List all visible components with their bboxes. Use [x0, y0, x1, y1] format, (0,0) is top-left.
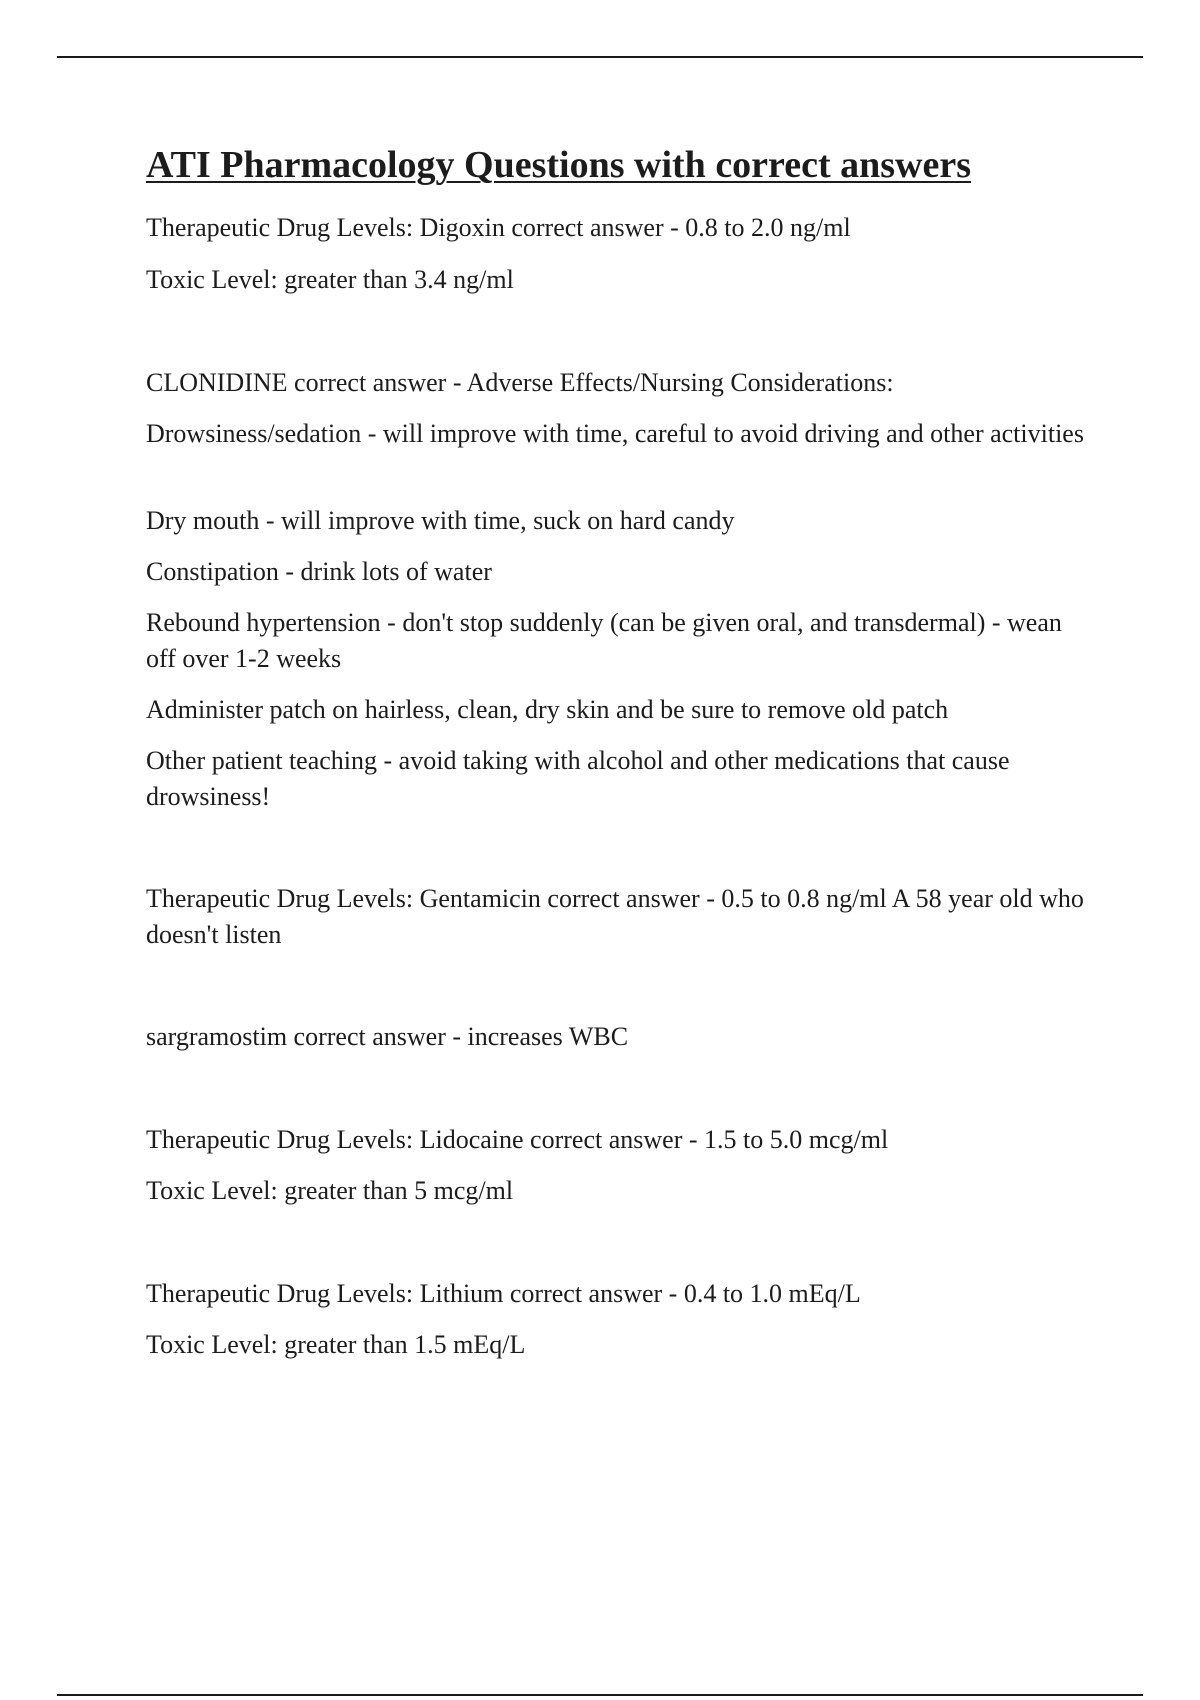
clonidine-rebound-hypertension: Rebound hypertension - don't stop suddenly (can be given oral, and transdermal) - wean off over 1-2 weeks: [146, 608, 1062, 673]
gentamicin-therapeutic-level: Therapeutic Drug Levels: Gentamicin correct answer - 0.5 to 0.8 ng/ml A 58 year old who doesn't listen: [146, 884, 1084, 949]
clonidine-drowsiness: Drowsiness/sedation - will improve with time, careful to avoid driving and other activities: [146, 419, 1084, 448]
lidocaine-therapeutic-level: Therapeutic Drug Levels: Lidocaine correct answer - 1.5 to 5.0 mcg/ml: [146, 1125, 889, 1154]
clonidine-heading: CLONIDINE correct answer - Adverse Effects/Nursing Considerations:: [146, 368, 894, 397]
document-title: ATI Pharmacology Questions with correct answers: [146, 144, 971, 186]
sargramostim-answer: sargramostim correct answer - increases WBC: [146, 1022, 629, 1051]
lithium-therapeutic-level: Therapeutic Drug Levels: Lithium correct answer - 0.4 to 1.0 mEq/L: [146, 1279, 861, 1308]
lidocaine-toxic-level: Toxic Level: greater than 5 mcg/ml: [146, 1176, 514, 1205]
clonidine-patch: Administer patch on hairless, clean, dry skin and be sure to remove old patch: [146, 695, 949, 724]
digoxin-therapeutic-level: Therapeutic Drug Levels: Digoxin correct answer - 0.8 to 2.0 ng/ml: [146, 213, 851, 242]
lithium-toxic-level: Toxic Level: greater than 1.5 mEq/L: [146, 1330, 526, 1359]
digoxin-toxic-level: Toxic Level: greater than 3.4 ng/ml: [146, 265, 514, 294]
top-divider: [57, 56, 1143, 58]
clonidine-constipation: Constipation - drink lots of water: [146, 557, 492, 586]
clonidine-dry-mouth: Dry mouth - will improve with time, suck on hard candy: [146, 506, 735, 535]
bottom-divider: [57, 1694, 1143, 1696]
clonidine-patient-teaching: Other patient teaching - avoid taking with alcohol and other medications that cause drowsiness!: [146, 746, 1010, 811]
